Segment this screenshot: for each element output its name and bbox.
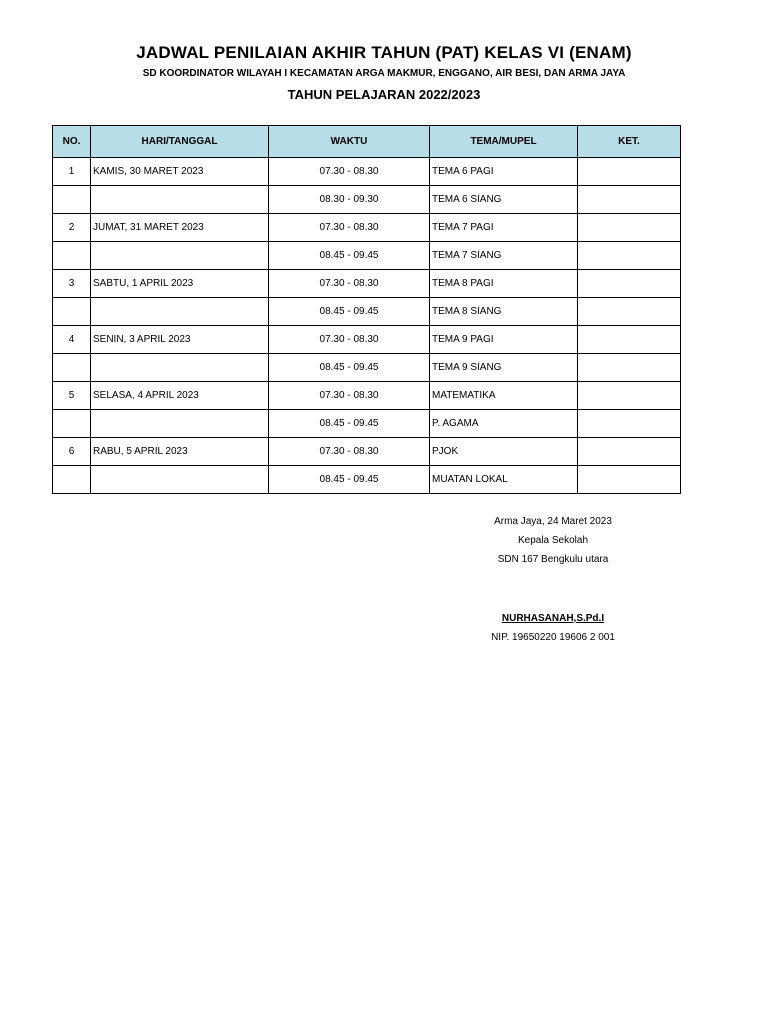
cell-no: 2 — [53, 214, 91, 242]
column-header-time: WAKTU — [269, 126, 430, 158]
cell-no: 4 — [53, 326, 91, 354]
cell-time: 08.45 - 09.45 — [269, 354, 430, 382]
cell-day: RABU, 5 APRIL 2023 — [91, 438, 269, 466]
table-row — [53, 354, 681, 382]
cell-subject: TEMA 6 PAGI — [430, 158, 578, 186]
table-row — [53, 326, 681, 354]
table-row — [53, 466, 681, 494]
cell-day: KAMIS, 30 MARET 2023 — [91, 158, 269, 186]
cell-time: 08.45 - 09.45 — [269, 410, 430, 438]
cell-day: SELASA, 4 APRIL 2023 — [91, 382, 269, 410]
cell-note — [578, 186, 681, 214]
signature-school: SDN 167 Bengkulu utara — [497, 554, 609, 565]
column-header-note: KET. — [578, 126, 681, 158]
table-row — [53, 270, 681, 298]
cell-no: 5 — [53, 382, 91, 410]
table-row — [53, 186, 681, 214]
table-header-row — [53, 126, 681, 158]
column-header-subject: TEMA/MUPEL — [430, 126, 578, 158]
cell-day — [91, 298, 269, 326]
cell-note — [578, 214, 681, 242]
table-row — [53, 158, 681, 186]
cell-note — [578, 270, 681, 298]
cell-subject: TEMA 6 SIANG — [430, 186, 578, 214]
cell-subject: MUATAN LOKAL — [430, 466, 578, 494]
cell-note — [578, 326, 681, 354]
cell-time: 07.30 - 08.30 — [269, 158, 430, 186]
cell-time: 07.30 - 08.30 — [269, 326, 430, 354]
cell-subject: MATEMATIKA — [430, 382, 578, 410]
signature-place-date: Arma Jaya, 24 Maret 2023 — [494, 516, 612, 527]
cell-subject: TEMA 8 SIANG — [430, 298, 578, 326]
academic-year: TAHUN PELAJARAN 2022/2023 — [287, 87, 481, 102]
table-row — [53, 410, 681, 438]
cell-no — [53, 298, 91, 326]
cell-no: 3 — [53, 270, 91, 298]
cell-day — [91, 354, 269, 382]
cell-no — [53, 354, 91, 382]
signatory-name: NURHASANAH,S.Pd.I — [501, 613, 605, 624]
cell-note — [578, 410, 681, 438]
cell-no: 6 — [53, 438, 91, 466]
column-header-day: HARI/TANGGAL — [91, 126, 269, 158]
document-title: JADWAL PENILAIAN AKHIR TAHUN (PAT) KELAS VI (ENAM) — [136, 43, 632, 62]
cell-no — [53, 186, 91, 214]
cell-day: JUMAT, 31 MARET 2023 — [91, 214, 269, 242]
cell-time: 07.30 - 08.30 — [269, 270, 430, 298]
cell-subject: PJOK — [430, 438, 578, 466]
cell-day: SENIN, 3 APRIL 2023 — [91, 326, 269, 354]
cell-day — [91, 242, 269, 270]
cell-time: 07.30 - 08.30 — [269, 438, 430, 466]
table-row — [53, 382, 681, 410]
schedule-table — [52, 125, 681, 494]
cell-no — [53, 466, 91, 494]
column-header-no: NO. — [53, 126, 91, 158]
cell-day — [91, 410, 269, 438]
cell-time: 08.45 - 09.45 — [269, 466, 430, 494]
cell-time: 07.30 - 08.30 — [269, 214, 430, 242]
table-row — [53, 438, 681, 466]
cell-day — [91, 466, 269, 494]
cell-no — [53, 410, 91, 438]
table-row — [53, 298, 681, 326]
cell-note — [578, 438, 681, 466]
document-subtitle: SD KOORDINATOR WILAYAH I KECAMATAN ARGA MAKMUR, ENGGANO, AIR BESI, DAN ARMA JAYA — [142, 68, 626, 79]
cell-note — [578, 298, 681, 326]
cell-day: SABTU, 1 APRIL 2023 — [91, 270, 269, 298]
cell-note — [578, 354, 681, 382]
cell-note — [578, 242, 681, 270]
cell-note — [578, 466, 681, 494]
cell-day — [91, 186, 269, 214]
cell-no: 1 — [53, 158, 91, 186]
cell-time: 07.30 - 08.30 — [269, 382, 430, 410]
cell-subject: TEMA 7 PAGI — [430, 214, 578, 242]
signatory-nip: NIP. 19650220 19606 2 001 — [491, 632, 615, 643]
table-row — [53, 242, 681, 270]
cell-time: 08.45 - 09.45 — [269, 298, 430, 326]
cell-subject: TEMA 9 PAGI — [430, 326, 578, 354]
cell-time: 08.45 - 09.45 — [269, 242, 430, 270]
cell-time: 08.30 - 09.30 — [269, 186, 430, 214]
table-row — [53, 214, 681, 242]
cell-subject: TEMA 8 PAGI — [430, 270, 578, 298]
cell-subject: TEMA 7 SIANG — [430, 242, 578, 270]
signature-role: Kepala Sekolah — [517, 535, 589, 546]
cell-note — [578, 382, 681, 410]
cell-subject: P. AGAMA — [430, 410, 578, 438]
cell-note — [578, 158, 681, 186]
cell-subject: TEMA 9 SIANG — [430, 354, 578, 382]
cell-no — [53, 242, 91, 270]
